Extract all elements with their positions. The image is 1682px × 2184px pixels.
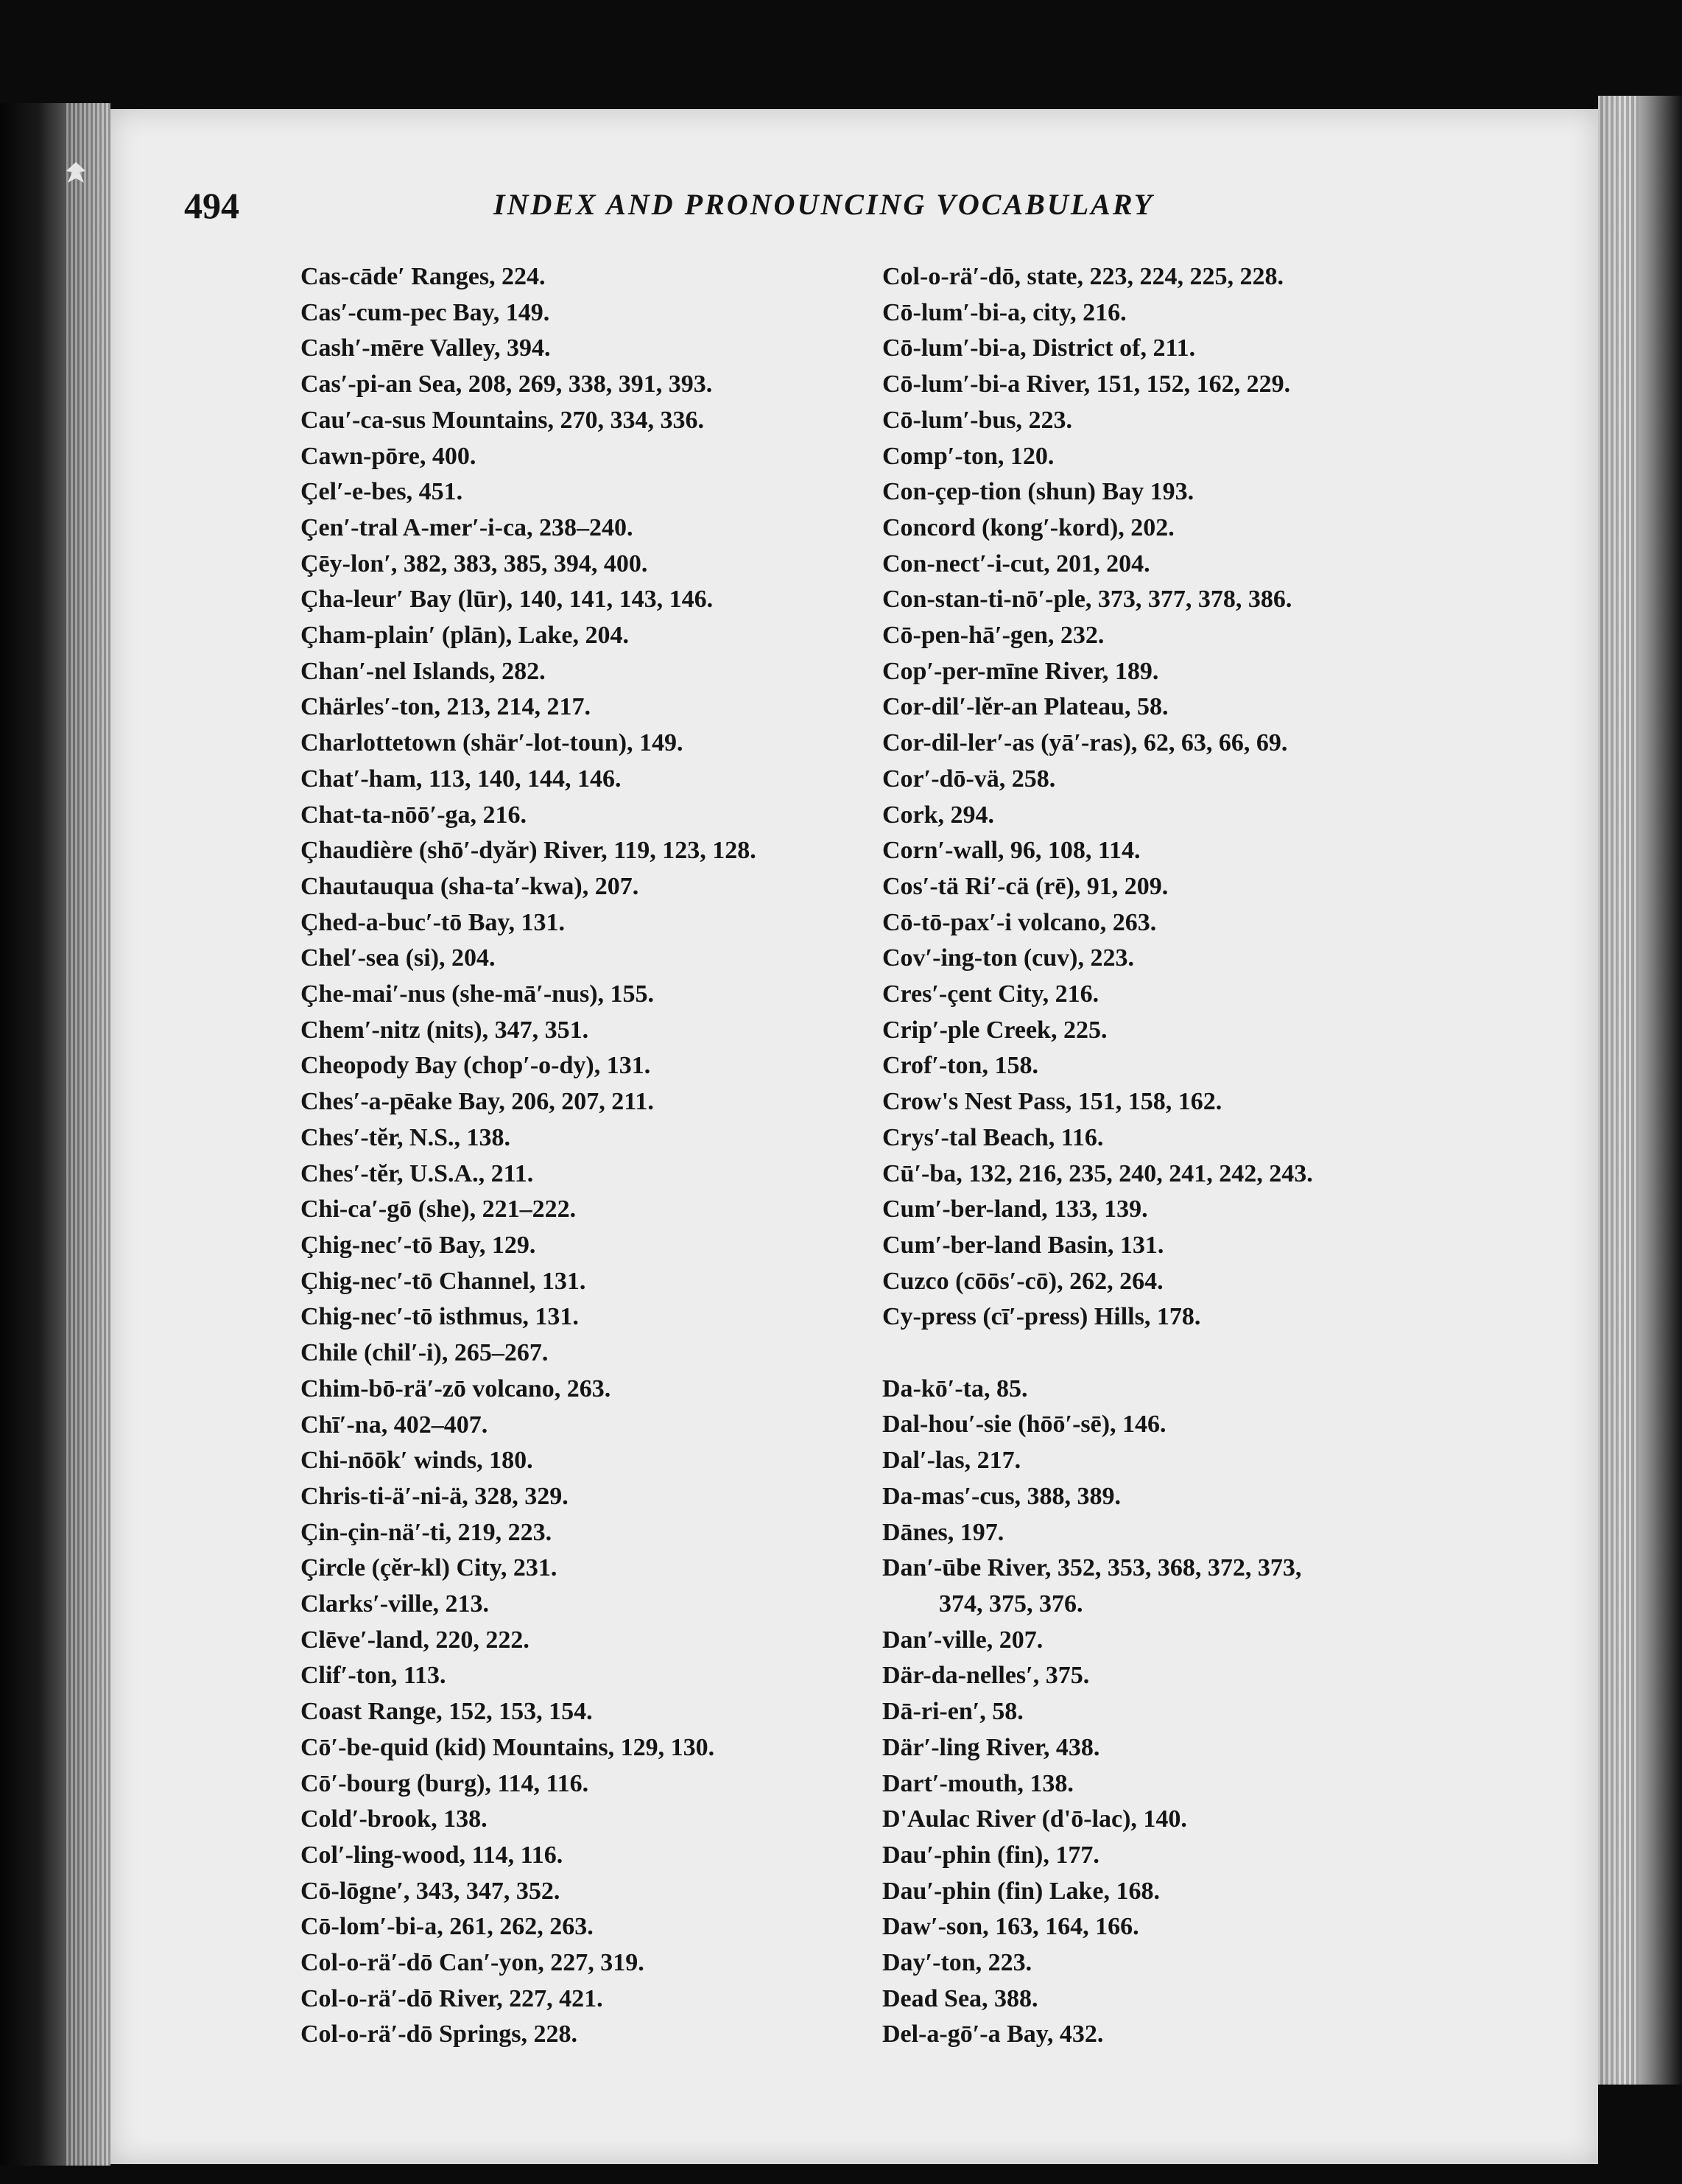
index-entry: Dau′-phin (fin) Lake, 168. — [882, 1877, 1161, 1905]
index-entry: Cop′-per-mīne River, 189. — [882, 657, 1159, 685]
index-entry: Col-o-rä′-dō River, 227, 421. — [300, 1984, 603, 2012]
index-entry: Dead Sea, 388. — [882, 1984, 1038, 2012]
index-entry: Cō-lum′-bi-a, District of, 211. — [882, 334, 1196, 362]
index-entry: Cō′-be-quid (kid) Mountains, 129, 130. — [300, 1733, 715, 1761]
index-entry: Där′-ling River, 438. — [882, 1733, 1100, 1761]
index-entry: Chem′-nitz (nits), 347, 351. — [300, 1016, 589, 1044]
index-entry: Chim-bō-rä′-zō volcano, 263. — [300, 1374, 611, 1402]
index-entry: Crof′-ton, 158. — [882, 1052, 1038, 1080]
index-entry: Dal-hou′-sie (hōō′-sē), 146. — [882, 1411, 1167, 1439]
index-entry: Cō-lum′-bi-a, city, 216. — [882, 298, 1127, 326]
index-entry: Chan′-nel Islands, 282. — [300, 657, 546, 685]
index-entry: Cas-cāde′ Ranges, 224. — [300, 263, 546, 290]
index-entry: Chautauqua (sha-ta′-kwa), 207. — [300, 872, 639, 900]
index-column-right — [882, 259, 1442, 2053]
library-stamp-icon — [63, 161, 88, 190]
index-entry: Çhig-nec′-tō Channel, 131. — [300, 1267, 586, 1295]
index-entry: Çham-plain′ (plān), Lake, 204. — [300, 622, 629, 650]
index-entry: Dau′-phin (fin), 177. — [882, 1841, 1099, 1869]
index-entry: Da-mas′-cus, 388, 389. — [882, 1482, 1122, 1510]
index-entry: Dal′-las, 217. — [882, 1447, 1021, 1475]
running-head: INDEX AND PRONOUNCING VOCABULARY — [493, 188, 1155, 221]
index-entry: Chi-nōōk′ winds, 180. — [300, 1447, 533, 1475]
index-entry: Cawn-pōre, 400. — [300, 442, 476, 470]
page-edges-right — [1598, 96, 1639, 2085]
index-entry: Där-da-nelles′, 375. — [882, 1662, 1090, 1690]
index-entry: Con-nect′-i-cut, 201, 204. — [882, 549, 1150, 577]
index-entry: Cy-press (cī′-press) Hills, 178. — [882, 1303, 1201, 1331]
index-entry: Dan′-ūbe River, 352, 353, 368, 372, 373, — [882, 1554, 1302, 1582]
index-entry — [882, 1335, 1442, 1372]
index-entry: Cas′-cum-pec Bay, 149. — [300, 298, 550, 326]
index-entry: Cos′-tä Ri′-cä (rē), 91, 209. — [882, 872, 1169, 900]
index-entry: Çhed-a-buc′-tō Bay, 131. — [300, 908, 566, 936]
index-entry: Corn′-wall, 96, 108, 114. — [882, 837, 1141, 865]
index-entry: Cō-lōgne′, 343, 347, 352. — [300, 1877, 560, 1905]
index-entry: Çhe-mai′-nus (she-mā′-nus), 155. — [300, 980, 655, 1008]
page-header — [184, 184, 1554, 228]
index-entry: Cō′-bourg (burg), 114, 116. — [300, 1769, 589, 1797]
index-entry: Cor-dil-ler′-as (yā′-ras), 62, 63, 66, 69. — [882, 729, 1288, 757]
index-entry: Del-a-gō′-a Bay, 432. — [882, 2020, 1104, 2048]
index-entry: Chile (chil′-i), 265–267. — [300, 1339, 549, 1367]
index-entry: Cork, 294. — [882, 801, 995, 829]
index-column-left — [300, 259, 860, 2053]
index-entry: Çin-çin-nä′-ti, 219, 223. — [300, 1518, 552, 1546]
index-entry: Dā-ri-en′, 58. — [882, 1698, 1024, 1726]
index-entry: Çhaudière (shō′-dyăr) River, 119, 123, 128. — [300, 837, 756, 865]
index-entry: Chī′-na, 402–407. — [300, 1411, 488, 1439]
index-entry: Clarks′-ville, 213. — [300, 1590, 490, 1618]
index-entry: Cov′-ing-ton (cuv), 223. — [882, 944, 1134, 972]
index-entry: Cash′-mēre Valley, 394. — [300, 334, 551, 362]
index-entry: D'Aulac River (d'ō-lac), 140. — [882, 1805, 1187, 1833]
index-entry: Dan′-ville, 207. — [882, 1626, 1044, 1654]
index-entry: Cold′-brook, 138. — [300, 1805, 488, 1833]
index-entry: Cres′-çent City, 216. — [882, 980, 1099, 1008]
index-entry: Cō-pen-hā′-gen, 232. — [882, 622, 1105, 650]
index-entry: Chärles′-ton, 213, 214, 217. — [300, 693, 591, 721]
index-entry: Clif′-ton, 113. — [300, 1662, 446, 1690]
index-entry: Chi-ca′-gō (she), 221–222. — [300, 1195, 577, 1223]
index-entry: Chig-nec′-tō isthmus, 131. — [300, 1303, 579, 1331]
index-entry: Con-stan-ti-nō′-ple, 373, 377, 378, 386. — [882, 586, 1292, 614]
index-entry: Daw′-son, 163, 164, 166. — [882, 1913, 1139, 1941]
index-entry: Charlottetown (shär′-lot-toun), 149. — [300, 729, 683, 757]
index-entry: Dānes, 197. — [882, 1518, 1004, 1546]
index-entry: Cor-dil′-lĕr-an Plateau, 58. — [882, 693, 1169, 721]
index-entry: Çha-leur′ Bay (lūr), 140, 141, 143, 146. — [300, 586, 714, 614]
index-entry: Cau′-ca-sus Mountains, 270, 334, 336. — [300, 406, 704, 434]
index-entry: Coast Range, 152, 153, 154. — [300, 1698, 593, 1726]
index-entry: Chel′-sea (si), 204. — [300, 944, 496, 972]
index-entry: Cō-lom′-bi-a, 261, 262, 263. — [300, 1913, 594, 1941]
index-entry: Ches′-a-pēake Bay, 206, 207, 211. — [300, 1088, 654, 1116]
index-entry: Chat-ta-nōō′-ga, 216. — [300, 801, 527, 829]
index-entry: Col-o-rä′-dō Can′-yon, 227, 319. — [300, 1949, 644, 1977]
index-entry: Crow's Nest Pass, 151, 158, 162. — [882, 1088, 1222, 1116]
index-entry: Crip′-ple Creek, 225. — [882, 1016, 1108, 1044]
index-entry: Dart′-mouth, 138. — [882, 1769, 1074, 1797]
index-entry: Çel′-e-bes, 451. — [300, 478, 463, 506]
index-entry: Chat′-ham, 113, 140, 144, 146. — [300, 765, 622, 793]
page-edges-left — [66, 103, 110, 2166]
book-edge-right — [1598, 96, 1682, 2085]
index-entry: Col-o-rä′-dō Springs, 228. — [300, 2020, 578, 2048]
index-entry: Cō-lum′-bus, 223. — [882, 406, 1072, 434]
index-entry: Chris-ti-ä′-ni-ä, 328, 329. — [300, 1482, 569, 1510]
index-entry: Cō-lum′-bi-a River, 151, 152, 162, 229. — [882, 371, 1291, 398]
index-entry: Cō-tō-pax′-i volcano, 263. — [882, 908, 1157, 936]
index-entry: Col′-ling-wood, 114, 116. — [300, 1841, 563, 1869]
index-entry: Çen′-tral A-mer′-i-ca, 238–240. — [300, 513, 633, 541]
index-entry: Çhig-nec′-tō Bay, 129. — [300, 1231, 536, 1259]
index-entry: Clēve′-land, 220, 222. — [300, 1626, 529, 1654]
index-entry: Day′-ton, 223. — [882, 1949, 1032, 1977]
index-entry: Cum′-ber-land Basin, 131. — [882, 1231, 1164, 1259]
page-number: 494 — [184, 185, 239, 226]
index-entry: 374, 375, 376. — [939, 1590, 1083, 1618]
index-entry: Cum′-ber-land, 133, 139. — [882, 1195, 1148, 1223]
index-entry: Ches′-tĕr, U.S.A., 211. — [300, 1159, 534, 1187]
index-entry: Concord (kong′-kord), 202. — [882, 513, 1175, 541]
index-entry: Cuzco (cōōs′-cō), 262, 264. — [882, 1267, 1164, 1295]
index-entry: Çēy-lon′, 382, 383, 385, 394, 400. — [300, 549, 648, 577]
index-entry: Comp′-ton, 120. — [882, 442, 1055, 470]
index-entry: Con-çep-tion (shun) Bay 193. — [882, 478, 1194, 506]
book-spine-left — [0, 103, 110, 2166]
index-entry: Cor′-dō-vä, 258. — [882, 765, 1056, 793]
index-entry: Col-o-rä′-dō, state, 223, 224, 225, 228. — [882, 263, 1284, 290]
index-entry: Cheopody Bay (chop′-o-dy), 131. — [300, 1052, 651, 1080]
index-entry: Crys′-tal Beach, 116. — [882, 1123, 1104, 1151]
index-entry: Çircle (çĕr-kl) City, 231. — [300, 1554, 557, 1582]
index-entry: Ches′-tĕr, N.S., 138. — [300, 1123, 511, 1151]
index-entry: Cas′-pi-an Sea, 208, 269, 338, 391, 393. — [300, 371, 713, 398]
index-entry: Cū′-ba, 132, 216, 235, 240, 241, 242, 243. — [882, 1159, 1313, 1187]
index-entry: Da-kō′-ta, 85. — [882, 1374, 1028, 1402]
